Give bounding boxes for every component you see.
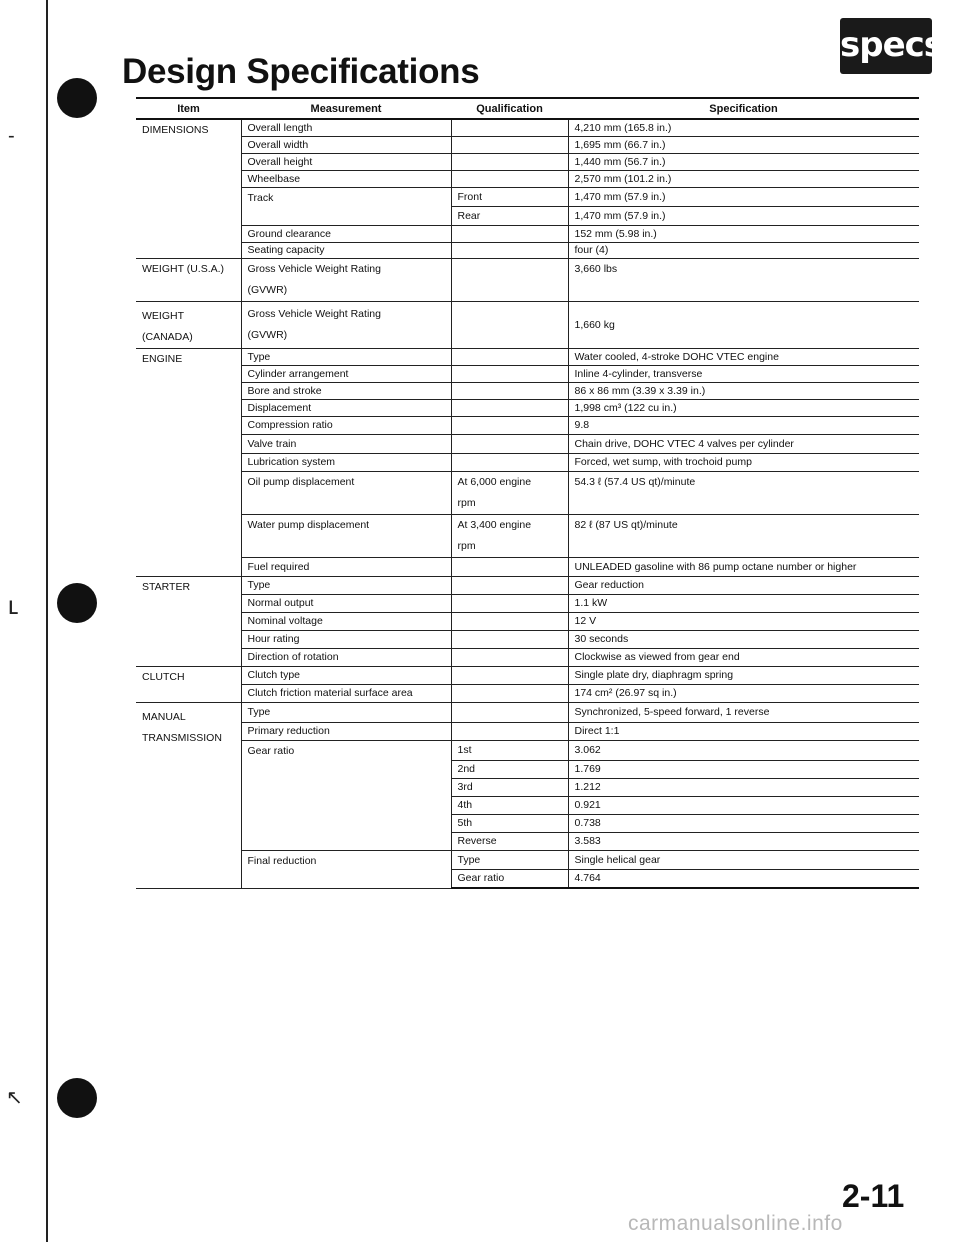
table-row (136, 594, 919, 612)
table-row (136, 648, 919, 666)
table-row (136, 416, 919, 434)
measurement-cell: Cylinder arrangement (241, 365, 451, 382)
measurement-cell: Gear ratio (241, 740, 451, 850)
table-row (136, 153, 919, 170)
specification-cell: Inline 4-cylinder, transverse (568, 365, 919, 382)
group-label-line: TRANSMISSION (142, 731, 222, 744)
qualification-cell (451, 382, 568, 399)
qualification-cell (451, 557, 568, 576)
group-label-line: (CANADA) (142, 330, 193, 343)
measurement-cell: Overall height (241, 153, 451, 170)
specification-cell: four (4) (568, 242, 919, 258)
specifications-table (136, 97, 919, 889)
table-row (136, 666, 919, 684)
table-row (136, 702, 919, 722)
table-row (136, 136, 919, 153)
measurement-cell: Type (241, 576, 451, 594)
qualification-line: rpm (457, 539, 476, 552)
specification-cell: Water cooled, 4-stroke DOHC VTEC engine (568, 348, 919, 365)
measurement-cell: Water pump displacement (241, 514, 451, 557)
qualification-cell (451, 242, 568, 258)
specification-cell: 1,998 cm³ (122 cu in.) (568, 399, 919, 416)
table-row (136, 557, 919, 576)
measurement-cell: Ground clearance (241, 225, 451, 242)
measurement-cell: Valve train (241, 434, 451, 453)
table-row (136, 382, 919, 399)
specification-cell: 1,695 mm (66.7 in.) (568, 136, 919, 153)
table-row (136, 119, 919, 136)
table-row (136, 630, 919, 648)
margin-mark: ↖ (6, 1087, 23, 1109)
qualification-cell (451, 594, 568, 612)
qualification-cell (451, 301, 568, 348)
measurement-cell: Lubrication system (241, 453, 451, 471)
measurement-cell: Hour rating (241, 630, 451, 648)
qualification-cell (451, 258, 568, 301)
specification-cell: 1.769 (568, 760, 919, 778)
measurement-cell: Fuel required (241, 557, 451, 576)
table-header-row (136, 98, 919, 119)
qualification-cell (451, 684, 568, 702)
qualification-cell: 5th (451, 814, 568, 832)
specification-cell: Chain drive, DOHC VTEC 4 valves per cylinder (568, 434, 919, 453)
page-title: Design Specifications (122, 52, 480, 91)
specification-cell: 1,470 mm (57.9 in.) (568, 206, 919, 225)
table-row (136, 242, 919, 258)
specification-cell: 9.8 (568, 416, 919, 434)
qualification-cell (451, 365, 568, 382)
group-label-line: MANUAL (142, 710, 186, 723)
table-row (136, 225, 919, 242)
measurement-cell: Type (241, 348, 451, 365)
group-label-starter: STARTER (136, 576, 241, 666)
measurement-cell: Track (241, 187, 451, 225)
page-number: 2-11 (842, 1178, 905, 1214)
measurement-cell: Direction of rotation (241, 648, 451, 666)
specification-cell: 54.3 ℓ (57.4 US qt)/minute (568, 471, 919, 514)
measurement-cell: Oil pump displacement (241, 471, 451, 514)
qualification-cell (451, 416, 568, 434)
qualification-cell (451, 434, 568, 453)
group-label-engine: ENGINE (136, 348, 241, 576)
qualification-cell (451, 612, 568, 630)
specification-cell: Forced, wet sump, with trochoid pump (568, 453, 919, 471)
footer-watermark: carmanualsonline.info (628, 1212, 843, 1235)
measurement-cell: Seating capacity (241, 242, 451, 258)
qualification-cell: 2nd (451, 760, 568, 778)
qualification-cell (451, 471, 568, 514)
qualification-cell (451, 702, 568, 722)
specification-cell: 3.583 (568, 832, 919, 850)
column-header-specification: Specification (568, 98, 919, 119)
qualification-cell: Rear (451, 206, 568, 225)
qualification-cell (451, 722, 568, 740)
specification-cell: 174 cm² (26.97 sq in.) (568, 684, 919, 702)
specification-cell: Single helical gear (568, 850, 919, 869)
specification-cell: 1,470 mm (57.9 in.) (568, 187, 919, 206)
qualification-cell (451, 666, 568, 684)
qualification-cell (451, 630, 568, 648)
specification-cell: 3.062 (568, 740, 919, 760)
table-row (136, 740, 919, 760)
table-row (136, 399, 919, 416)
specification-cell: 82 ℓ (87 US qt)/minute (568, 514, 919, 557)
measurement-cell: Primary reduction (241, 722, 451, 740)
column-header-item: Item (136, 98, 241, 119)
specification-cell: 1,440 mm (56.7 in.) (568, 153, 919, 170)
specification-cell: 1.1 kW (568, 594, 919, 612)
binder-hole (57, 1078, 97, 1118)
margin-mark: ʟ (8, 590, 19, 620)
qualification-line: At 3,400 engine (457, 518, 532, 531)
table-row (136, 471, 919, 514)
qualification-cell: 3rd (451, 778, 568, 796)
table-row (136, 434, 919, 453)
qualification-cell (451, 453, 568, 471)
qualification-cell: Gear ratio (451, 869, 568, 888)
qualification-cell: 1st (451, 740, 568, 760)
measurement-cell: Displacement (241, 399, 451, 416)
measurement-cell (241, 301, 451, 348)
qualification-cell (451, 514, 568, 557)
group-label-weight-canada (136, 301, 241, 348)
margin-mark: ‑ (8, 125, 15, 147)
specs-badge: specs (840, 18, 932, 74)
specification-cell: 0.738 (568, 814, 919, 832)
table-row (136, 722, 919, 740)
measurement-line: (GVWR) (247, 283, 288, 296)
specification-cell: 30 seconds (568, 630, 919, 648)
specification-cell: Synchronized, 5-speed forward, 1 reverse (568, 702, 919, 722)
measurement-cell: Nominal voltage (241, 612, 451, 630)
measurement-cell: Overall length (241, 119, 451, 136)
specification-cell: Gear reduction (568, 576, 919, 594)
measurement-cell: Clutch type (241, 666, 451, 684)
specification-cell: 86 x 86 mm (3.39 x 3.39 in.) (568, 382, 919, 399)
measurement-line: Gross Vehicle Weight Rating (247, 307, 381, 320)
table-row (136, 514, 919, 557)
qualification-cell (451, 399, 568, 416)
specification-cell: UNLEADED gasoline with 86 pump octane number or higher (568, 557, 919, 576)
specification-cell: 3,660 lbs (568, 258, 919, 301)
qualification-cell (451, 119, 568, 136)
specification-cell: 1,660 kg (568, 301, 919, 348)
specification-cell: 152 mm (5.98 in.) (568, 225, 919, 242)
qualification-line: rpm (457, 496, 476, 509)
qualification-cell: Type (451, 850, 568, 869)
group-label-line: WEIGHT (142, 309, 184, 322)
qualification-cell (451, 136, 568, 153)
measurement-cell: Normal output (241, 594, 451, 612)
binder-hole (57, 78, 97, 118)
group-label-clutch: CLUTCH (136, 666, 241, 702)
qualification-cell (451, 170, 568, 187)
qualification-cell (451, 648, 568, 666)
qualification-cell: Front (451, 187, 568, 206)
measurement-line: (GVWR) (247, 328, 288, 341)
measurement-cell: Bore and stroke (241, 382, 451, 399)
binder-line (46, 0, 48, 1242)
table-row (136, 612, 919, 630)
specification-cell: 0.921 (568, 796, 919, 814)
qualification-cell (451, 576, 568, 594)
table-row (136, 258, 919, 301)
specification-cell: Single plate dry, diaphragm spring (568, 666, 919, 684)
measurement-cell: Final reduction (241, 850, 451, 888)
specification-cell: 1.212 (568, 778, 919, 796)
measurement-line: Gross Vehicle Weight Rating (247, 262, 381, 275)
specification-cell: 4,210 mm (165.8 in.) (568, 119, 919, 136)
table-row (136, 170, 919, 187)
table-row (136, 365, 919, 382)
measurement-cell: Wheelbase (241, 170, 451, 187)
table-row (136, 187, 919, 206)
column-header-qualification: Qualification (451, 98, 568, 119)
column-header-measurement: Measurement (241, 98, 451, 119)
measurement-cell: Type (241, 702, 451, 722)
measurement-cell: Clutch friction material surface area (241, 684, 451, 702)
specification-cell: Direct 1:1 (568, 722, 919, 740)
qualification-cell (451, 153, 568, 170)
qualification-cell: Reverse (451, 832, 568, 850)
table-row (136, 684, 919, 702)
measurement-cell (241, 258, 451, 301)
table-row (136, 576, 919, 594)
table-row (136, 348, 919, 365)
table-row (136, 453, 919, 471)
binder-hole (57, 583, 97, 623)
qualification-line: At 6,000 engine (457, 475, 532, 488)
specification-cell: Clockwise as viewed from gear end (568, 648, 919, 666)
qualification-cell (451, 225, 568, 242)
qualification-cell: 4th (451, 796, 568, 814)
qualification-cell (451, 348, 568, 365)
group-label-weight-usa: WEIGHT (U.S.A.) (136, 258, 241, 301)
specification-cell: 2,570 mm (101.2 in.) (568, 170, 919, 187)
group-label-transmission (136, 702, 241, 888)
specification-cell: 4.764 (568, 869, 919, 888)
measurement-cell: Compression ratio (241, 416, 451, 434)
measurement-cell: Overall width (241, 136, 451, 153)
table-row (136, 301, 919, 348)
specification-cell: 12 V (568, 612, 919, 630)
table-row (136, 850, 919, 869)
group-label-dimensions: DIMENSIONS (136, 119, 241, 258)
